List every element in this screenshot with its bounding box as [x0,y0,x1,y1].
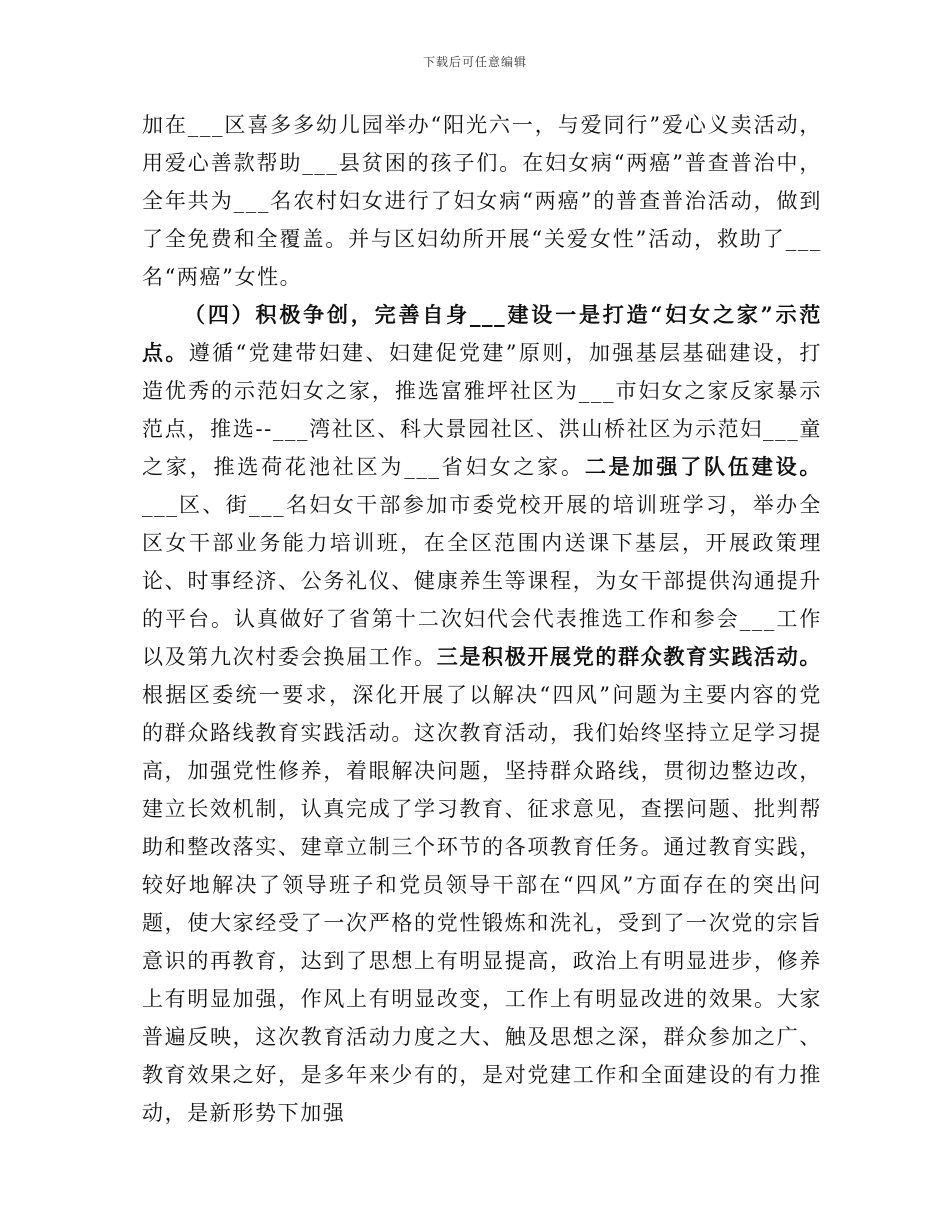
paragraph-self-building [142,296,822,1132]
point-heading-team-building: 二是加强了队伍建设。 [584,454,823,479]
paragraph-text: 根据区委统一要求，深化开展了以解决“四风”问题为主要内容的党的群众路线教育实践活动。这次教育活动，我们始终坚持立足学习提高，加强党性修养，着眼解决问题，坚持群众路线，贯彻边整边改，建立长效机制，认真完成了学习教育、征求意见，查摆问题、批判帮助和整改落实、建章立制三个环节的各项教育任务。通过教育实践，较好地解决了领导班子和党员领导干部在“四风”方面存在的突出问题，使大家经受了一次严格的党性锻炼和洗礼，受到了一次党的宗旨意识的再教育，达到了思想上有明显提高，政治上有明显进步，修养上有明显加强，作风上有明显改变，工作上有明显改进的效果。大家普遍反映，这次教育活动力度之大、触及思想之深，群众参加之广、教育效果之好，是多年来少有的，是对党建工作和全面建设的有力推动，是新形势下加强 [142,683,822,1125]
page-header: 下载后可任意编辑 [422,55,527,69]
paragraph-women-health: 加在___区喜多多幼儿园举办“阳光六一，与爱同行”爱心义卖活动，用爱心善款帮助___县贫困的孩子们。在妇女病“两癌”普查普治中，全年共为___名农村妇女进行了妇女病“两癌”的普查普治活动，做到了全免费和全覆盖。并与区妇幼所开展“关爱女性”活动，救助了___名“两癌”女性。 [142,113,822,289]
point-heading-education-practice: 三是积极开展党的群众教育实践活动。 [436,644,822,669]
document-body [142,106,822,1132]
paragraph-text: ___区、街___名妇女干部参加市委党校开展的培训班学习，举办全区女干部业务能力培训班，在全区范围内送课下基层，开展政策理论、时事经济、公务礼仪、健康养生等课程，为女干部提供沟通提升的平台。认真做好了省第十二次妇代会代表推选工作和参会___工作以及第九次村委会换届工作。 [142,493,822,669]
paragraph-text: 遵循“党建带妇建、妇建促党建”原则，加强基层基础建设，打造优秀的示范妇女之家，推选富雅坪社区为___市妇女之家反家暴示范点，推选--___湾社区、科大景园社区、洪山桥社区为示范妇___童之家，推选荷花池社区为___省妇女之家。 [142,341,822,479]
section-heading: （四）积极争创，完善自身___建设一是打造“妇女之家”示范点。 [142,302,822,365]
